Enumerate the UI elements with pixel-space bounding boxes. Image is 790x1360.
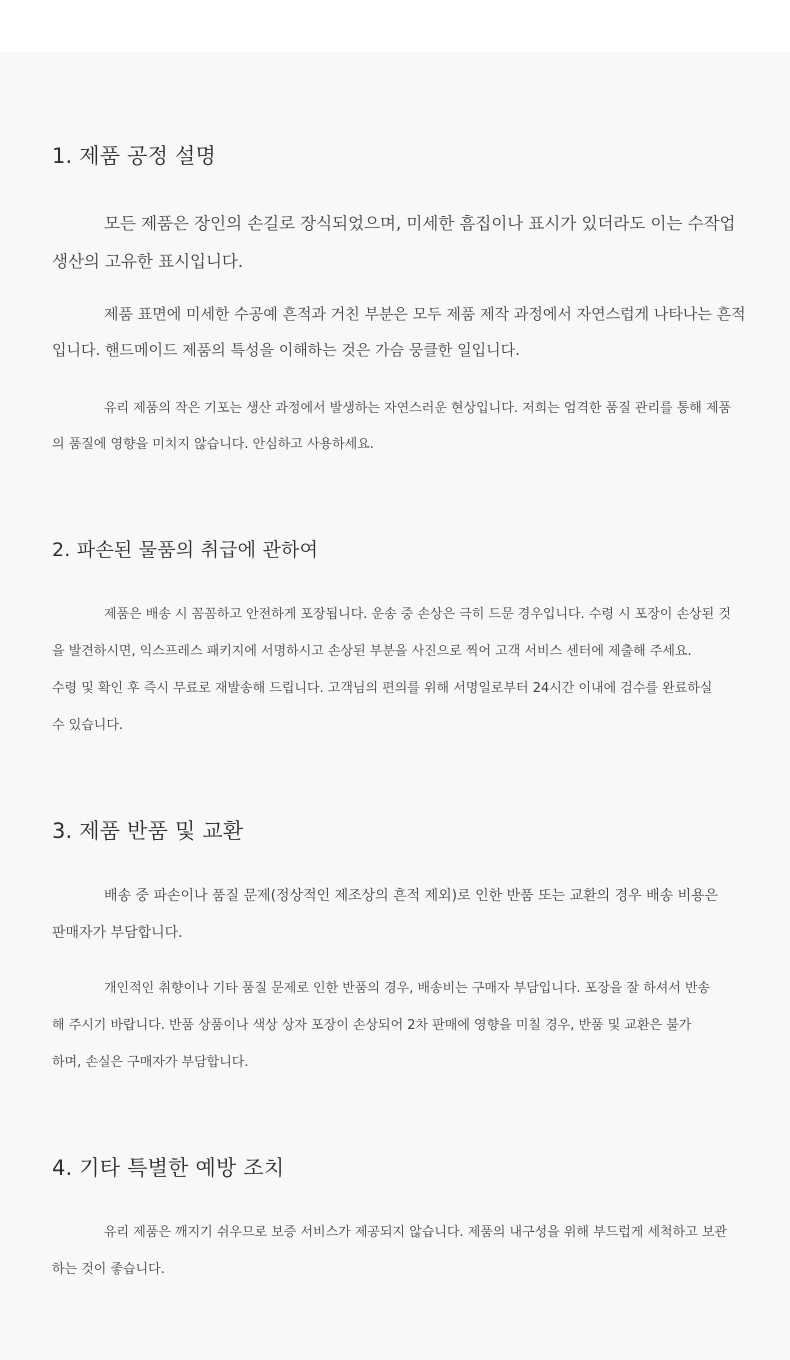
paragraph-line: 입니다. 핸드메이드 제품의 특성을 이해하는 것은 가슴 뭉클한 일입니다. <box>52 341 520 359</box>
section-4-paragraph-1 <box>52 1214 742 1288</box>
section-3-title: 3. 제품 반품 및 교환 <box>52 819 244 843</box>
section-2-title: 2. 파손된 물품의 취급에 관하여 <box>52 539 319 561</box>
section-1-title: 1. 제품 공정 설명 <box>52 144 216 168</box>
section-3-paragraph-1 <box>52 878 742 952</box>
paragraph-line: 의 품질에 영향을 미치지 않습니다. 안심하고 사용하세요. <box>52 437 374 452</box>
paragraph-line: 하는 것이 좋습니다. <box>52 1262 165 1277</box>
section-1-paragraph-3 <box>52 391 742 463</box>
paragraph-line: 수 있습니다. <box>52 718 124 733</box>
paragraph-line: 유리 제품은 깨지기 쉬우므로 보증 서비스가 제공되지 않습니다. 제품의 내구성을 위해 부드럽게 세척하고 보관 <box>104 1225 727 1240</box>
paragraph-line: 모든 제품은 장인의 손길로 장식되었으며, 미세한 흠집이나 표시가 있더라도 이는 수작업 <box>104 214 736 233</box>
paragraph-line: 제품은 배송 시 꼼꼼하고 안전하게 포장됩니다. 운송 중 손상은 극히 드문 경우입니다. 수령 시 포장이 손상된 것 <box>104 607 731 622</box>
top-white-strip <box>0 0 790 52</box>
paragraph-line: 제품 표면에 미세한 수공예 흔적과 거친 부분은 모두 제품 제작 과정에서 자연스럽게 나타나는 흔적 <box>104 305 746 323</box>
section-1-paragraph-1 <box>52 205 742 281</box>
paragraph-line: 개인적인 취향이나 기타 품질 문제로 인한 반품의 경우, 배송비는 구매자 부담입니다. 포장을 잘 하셔서 반송 <box>104 981 711 996</box>
paragraph-line: 배송 중 파손이나 품질 문제(정상적인 제조상의 흔적 제외)로 인한 반품 또는 교환의 경우 배송 비용은 <box>104 888 719 904</box>
section-3-paragraph-2 <box>52 970 742 1081</box>
section-4-title: 4. 기타 특별한 예방 조치 <box>52 1156 285 1180</box>
paragraph-line: 수령 및 확인 후 즉시 무료로 재발송해 드립니다. 고객님의 편의를 위해 서명일로부터 24시간 이내에 검수를 완료하실 <box>52 681 713 696</box>
section-2-paragraph-1 <box>52 596 742 744</box>
section-1-paragraph-2 <box>52 296 746 368</box>
paragraph-line: 하며, 손실은 구매자가 부담합니다. <box>52 1055 249 1070</box>
paragraph-line: 판매자가 부담합니다. <box>52 925 183 941</box>
paragraph-line: 해 주시기 바랍니다. 반품 상품이나 색상 상자 포장이 손상되어 2차 판매에 영향을 미칠 경우, 반품 및 교환은 불가 <box>52 1018 692 1033</box>
paragraph-line: 생산의 고유한 표시입니다. <box>52 252 244 271</box>
paragraph-line: 을 발견하시면, 익스프레스 패키지에 서명하시고 손상된 부분을 사진으로 찍어 고객 서비스 센터에 제출해 주세요. <box>52 644 692 659</box>
paragraph-line: 유리 제품의 작은 기포는 생산 과정에서 발생하는 자연스러운 현상입니다. 저희는 엄격한 품질 관리를 통해 제품 <box>104 401 732 416</box>
